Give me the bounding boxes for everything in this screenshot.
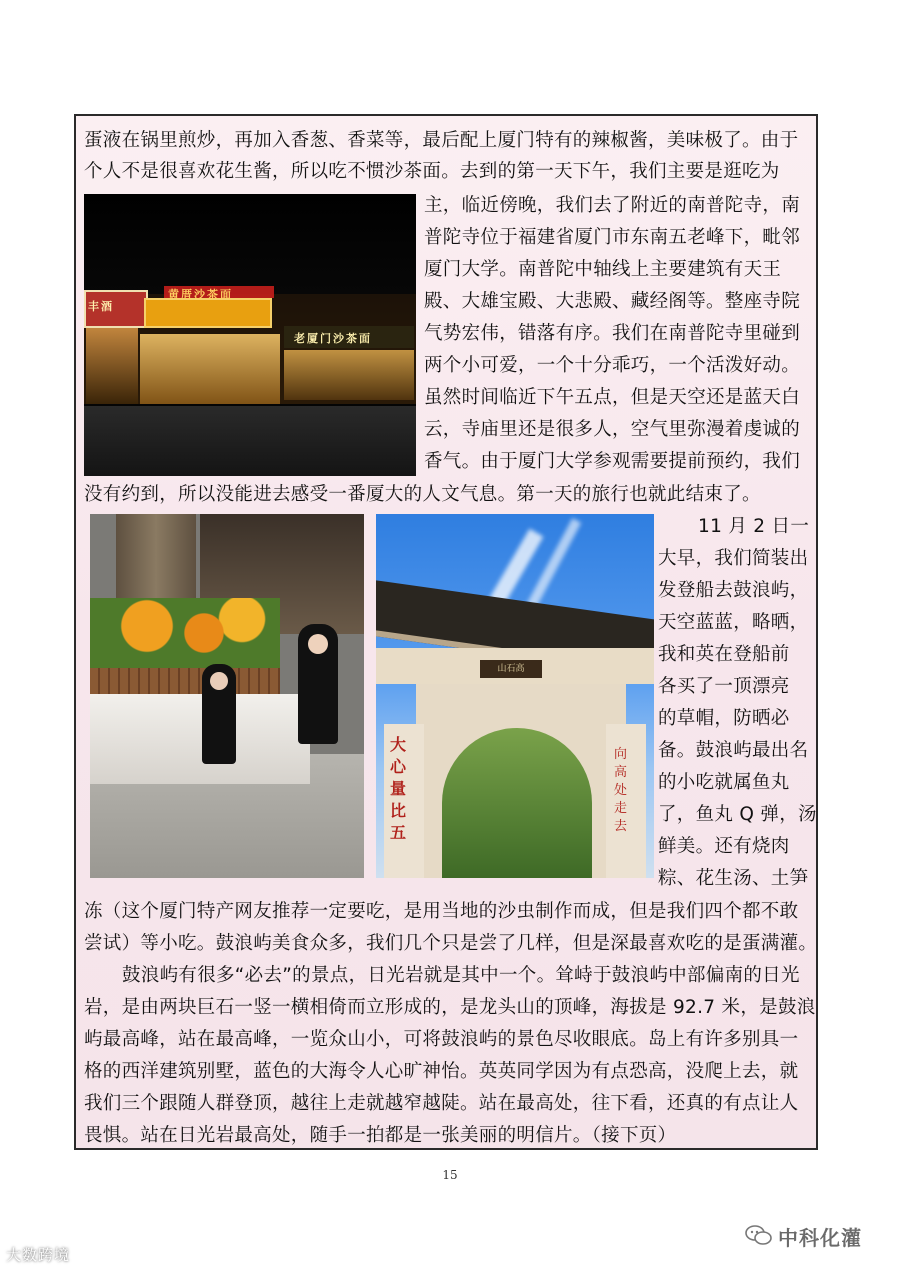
text-line: 鼓浪屿有很多“必去”的景点，日光岩就是其中一个。耸峙于鼓浪屿中部偏南的日光 <box>122 965 800 986</box>
text-line: 屿最高峰，站在最高峰，一览众山小，可将鼓浪屿的景色尽收眼底。岛上有许多别具一 <box>84 1029 799 1050</box>
text-line: 气势宏伟，错落有序。我们在南普陀寺里碰到 <box>424 323 801 344</box>
text-line: 格的西洋建筑别墅，蓝色的大海令人心旷神怡。英英同学因为有点恐高，没爬上去，就 <box>84 1061 799 1082</box>
text-line: 厦门大学。南普陀中轴线上主要建筑有天王 <box>424 259 782 280</box>
text-line: 的小吃就属鱼丸 <box>658 772 790 793</box>
text-line: 虽然时间临近下午五点，但是天空还是蓝天白 <box>424 387 801 408</box>
shop-sign: 黄厝沙茶面 <box>168 288 233 301</box>
text-line: 发登船去鼓浪屿， <box>658 580 809 601</box>
text-line: 大早，我们简装出 <box>658 548 809 569</box>
text-line: 畏惧。站在日光岩最高处，随手一拍都是一张美丽的明信片。（接下页） <box>84 1125 677 1146</box>
text-line: 各买了一顶漂亮 <box>658 676 790 697</box>
page-number: 15 <box>442 1168 458 1182</box>
text-line: 两个小可爱，一个十分乖巧，一个活泼好动。 <box>424 355 801 376</box>
text-line: 云，寺庙里还是很多人，空气里弥漫着虔诚的 <box>424 419 801 440</box>
text-line: 天空蓝蓝，略晒， <box>658 612 809 633</box>
text-line: 粽、花生汤、土笋 <box>658 868 809 889</box>
text-line: 普陀寺位于福建省厦门市东南五老峰下，毗邻 <box>424 227 801 248</box>
text-line: 冻（这个厦门特产网友推荐一定要吃，是用当地的沙虫制作而成，但是我们四个都不敢 <box>84 901 799 922</box>
watermark-right: 中科化灌 <box>778 1226 862 1250</box>
text-line: 香气。由于厦门大学参观需要提前预约，我们 <box>424 451 801 472</box>
text-line: 蛋液在锅里煎炒，再加入香葱、香菜等，最后配上厦门特有的辣椒酱，美味极了。由于 <box>84 130 799 151</box>
gate-inscription: 向高处走去 <box>614 747 628 834</box>
text-line: 11 月 2 日一 <box>698 516 810 537</box>
text-line: 我和英在登船前 <box>658 644 790 665</box>
page-frame <box>74 114 818 1150</box>
shop-sign: 丰酒 <box>88 300 114 313</box>
text-line: 殿、大雄宝殿、大悲殿、藏经阁等。整座寺院 <box>424 291 801 312</box>
text-line: 备。鼓浪屿最出名 <box>658 740 809 761</box>
night-street-photo <box>84 194 416 476</box>
text-line: 没有约到，所以没能进去感受一番厦大的人文气息。第一天的旅行也就此结束了。 <box>84 484 761 505</box>
wechat-icon <box>744 1224 774 1246</box>
text-line: 岩，是由两块巨石一竖一横相倚而立形成的，是龙头山的顶峰，海拔是 92.7 米，是鼓浪 <box>84 997 816 1018</box>
temple-gate-photo <box>376 514 654 878</box>
text-line: 的草帽，防晒必 <box>658 708 790 729</box>
shop-sign: 老厦门沙茶面 <box>294 332 372 345</box>
text-line: 主，临近傍晚，我们去了附近的南普陀寺，南 <box>424 195 801 216</box>
gate-plaque: 山石高 <box>480 660 542 678</box>
kids-photo <box>90 514 364 878</box>
gate-inscription: 大心量比五 <box>390 735 407 842</box>
text-line: 尝试）等小吃。鼓浪屿美食众多，我们几个只是尝了几样，但是深最喜欢吃的是蛋满灌。 <box>84 933 818 954</box>
text-line: 我们三个跟随人群登顶，越往上走就越窄越陡。站在最高处，往下看，还真的有点让人 <box>84 1093 799 1114</box>
text-line: 鲜美。还有烧肉 <box>658 836 790 857</box>
text-line: 个人不是很喜欢花生酱，所以吃不惯沙茶面。去到的第一天下午，我们主要是逛吃为 <box>84 161 780 182</box>
text-line: 了，鱼丸 Q 弹，汤 <box>658 804 817 825</box>
watermark-left: 大数跨境 <box>6 1246 71 1264</box>
